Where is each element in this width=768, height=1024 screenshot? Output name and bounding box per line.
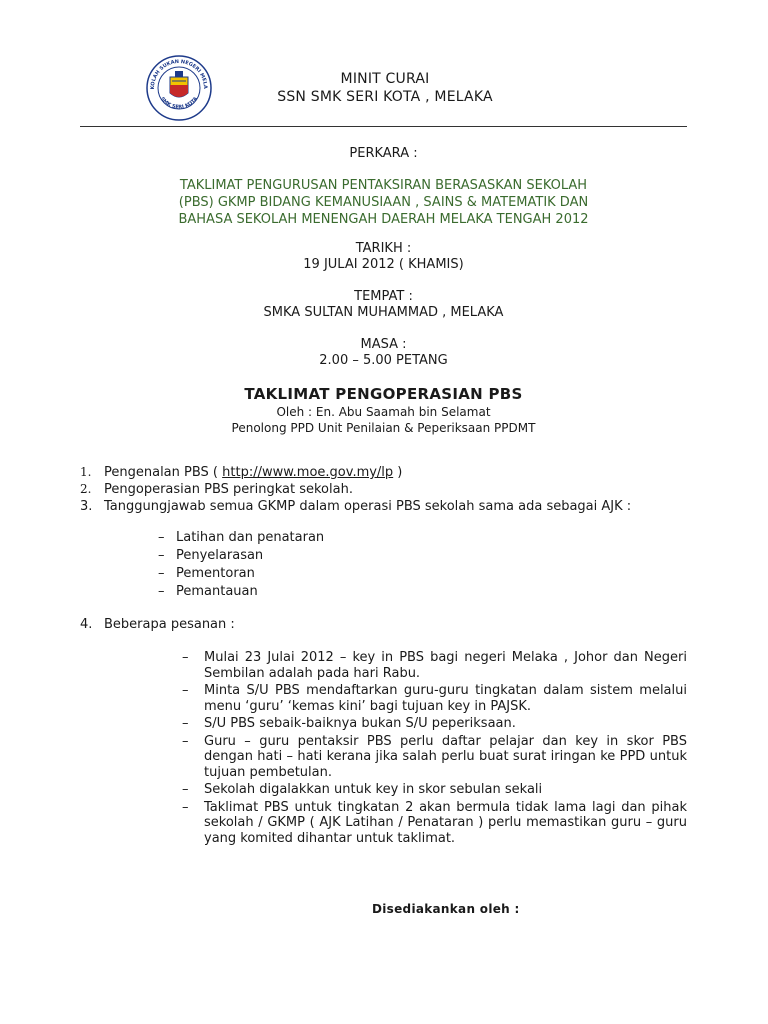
venue-block: [80, 289, 687, 321]
document-header: [235, 70, 535, 106]
role-text: Pementoran: [176, 566, 255, 581]
role-text: Pemantauan: [176, 584, 258, 599]
date-label: TARIKH :: [355, 241, 412, 256]
time-block: [80, 337, 687, 369]
dash-bullet: –: [158, 548, 165, 563]
list-item: [80, 616, 690, 633]
numbered-list: [80, 464, 690, 515]
topic-line: TAKLIMAT PENGURUSAN PENTAKSIRAN BERASASKAN SEKOLAH: [179, 178, 588, 193]
dash-bullet: –: [158, 530, 165, 545]
item-text-prefix: Pengenalan PBS (: [104, 465, 223, 480]
item-number: 3.: [80, 499, 93, 514]
list-item: [80, 464, 690, 481]
list-item: [158, 529, 324, 547]
list-item: [158, 583, 324, 601]
venue-value: SMKA SULTAN MUHAMMAD , MELAKA: [263, 305, 504, 320]
item-number: 4.: [80, 617, 93, 632]
dash-bullet: –: [182, 716, 189, 731]
moe-link[interactable]: http://www.moe.gov.my/lp: [222, 465, 394, 480]
note-text: Minta S/U PBS mendaftarkan guru-guru tingkatan dalam sistem melalui menu ‘guru’ ‘kemas kini’ bagi tujuan key in PAJSK.: [204, 683, 687, 714]
briefing-speaker-role: Penolong PPD Unit Penilaian & Peperiksaan PPDMT: [231, 421, 536, 435]
svg-text:SMK SERI KOTA: SMK SERI KOTA: [158, 96, 200, 111]
item-text: Beberapa pesanan :: [104, 617, 235, 632]
item-number: 1.: [80, 465, 92, 479]
dash-bullet: –: [158, 566, 165, 581]
numbered-list-item-4: [80, 616, 690, 633]
list-item: [182, 800, 687, 847]
date-block: [80, 241, 687, 273]
list-item: [182, 650, 687, 681]
list-item: [182, 782, 687, 798]
item-number: 2.: [80, 482, 92, 496]
school-name: SSN SMK SERI KOTA , MELAKA: [277, 89, 493, 105]
list-item: [158, 565, 324, 583]
header-divider: [80, 126, 687, 127]
role-text: Penyelarasan: [176, 548, 264, 563]
note-text: Taklimat PBS untuk tingkatan 2 akan bermula tidak lama lagi dan pihak sekolah / GKMP ( AJK Latihan / Penataran ) perlu memastikan guru – guru yang komited dihantar untuk taklimat.: [204, 799, 687, 846]
list-item: [182, 734, 687, 781]
list-item: [80, 481, 690, 498]
date-value: 19 JULAI 2012 ( KHAMIS): [303, 257, 464, 272]
briefing-speaker: Oleh : En. Abu Saamah bin Selamat: [276, 405, 491, 419]
list-item: [80, 498, 690, 515]
venue-label: TEMPAT :: [354, 289, 413, 304]
briefing-title: TAKLIMAT PENGOPERASIAN PBS: [244, 385, 523, 403]
topic-line: BAHASA SEKOLAH MENENGAH DAERAH MELAKA TENGAH 2012: [178, 212, 589, 227]
role-text: Latihan dan penataran: [176, 530, 325, 545]
list-item: [182, 716, 687, 732]
notes-list: [182, 650, 687, 848]
time-value: 2.00 – 5.00 PETANG: [319, 353, 448, 368]
dash-bullet: –: [182, 650, 189, 665]
item-text-suffix: ): [393, 465, 403, 480]
item-text: Tanggungjawab semua GKMP dalam operasi PBS sekolah sama ada sebagai AJK :: [104, 499, 632, 514]
dash-bullet: –: [158, 584, 165, 599]
prepared-by-label: Disediakankan oleh :: [372, 902, 520, 916]
school-crest-logo: [146, 55, 212, 121]
dash-bullet: –: [182, 683, 189, 698]
note-text: S/U PBS sebaik-baiknya bukan S/U peperiksaan.: [204, 716, 516, 731]
list-item: [158, 547, 324, 565]
list-item: [182, 683, 687, 714]
perkara-label: PERKARA :: [349, 146, 418, 161]
ajk-roles-list: [158, 529, 324, 601]
svg-text:SEKOLAH SUKAN NEGERI MELAKA: KOLAH SUKAN NEGERI MELA: [149, 58, 209, 90]
dash-bullet: –: [182, 733, 189, 749]
minutes-title: MINIT CURAI: [340, 71, 430, 87]
note-text: Mulai 23 Julai 2012 – key in PBS bagi negeri Melaka , Johor dan Negeri Sembilan adalah pada hari Rabu.: [204, 650, 687, 681]
meeting-topic: [80, 177, 687, 228]
dash-bullet: –: [182, 799, 189, 815]
topic-line: (PBS) GKMP BIDANG KEMANUSIAAN , SAINS & MATEMATIK DAN: [178, 195, 589, 210]
item-text: Pengoperasian PBS peringkat sekolah.: [104, 482, 353, 497]
note-text: Sekolah digalakkan untuk key in skor sebulan sekali: [204, 782, 543, 797]
item-text: [104, 464, 402, 481]
dash-bullet: –: [182, 782, 189, 797]
note-text: Guru – guru pentaksir PBS perlu daftar pelajar dan key in skor PBS dengan hati – hati kerana jika salah perlu buat surat iringan ke PPD untuk tujuan pembetulan.: [204, 733, 687, 780]
time-label: MASA :: [360, 337, 407, 352]
